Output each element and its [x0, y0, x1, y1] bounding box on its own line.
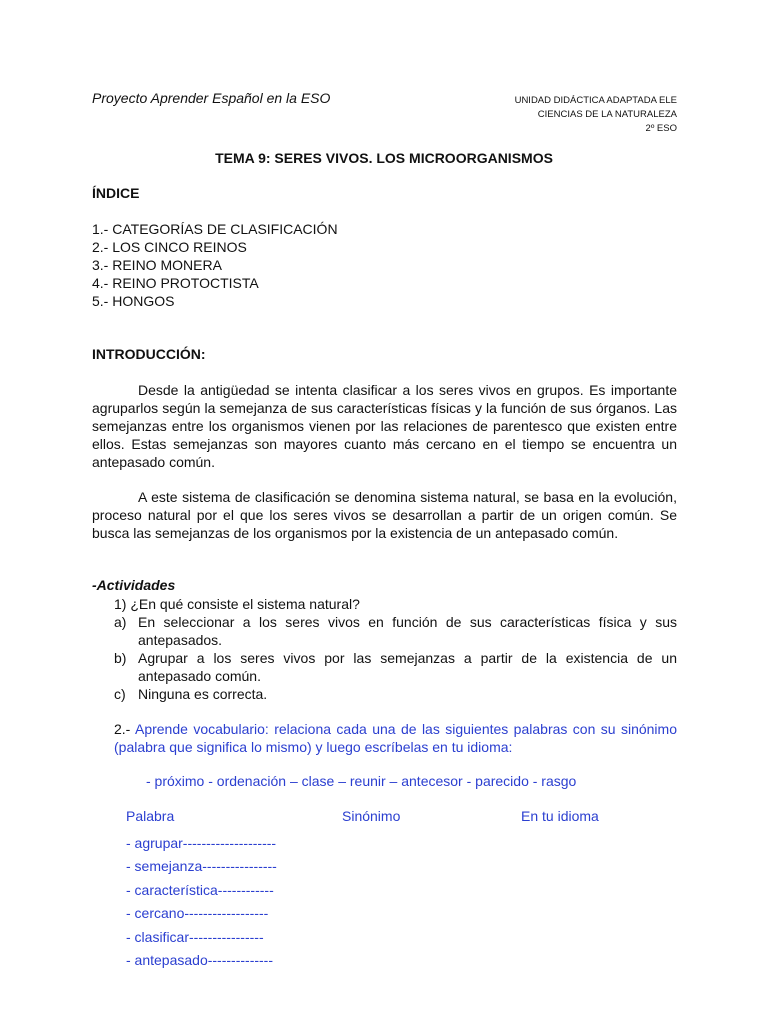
word-item: - antepasado-------------- [126, 952, 273, 969]
index-item: 4.- REINO PROTOCTISTA [92, 275, 259, 291]
word-item: - clasificar---------------- [126, 928, 264, 945]
word-list [126, 832, 277, 972]
activities-heading: -Actividades [92, 577, 176, 593]
vocab-number: 2.- [114, 721, 135, 737]
option-text: Agrupar a los seres vivos por las semejanzas a partir de la existencia de un antepasado común. [138, 650, 677, 684]
word-item: - característica------------ [126, 881, 274, 898]
index-item: 5.- HONGOS [92, 293, 175, 309]
intro-heading: INTRODUCCIÓN: [92, 346, 206, 362]
vocab-instruction-text: Aprende vocabulario: relaciona cada una de las siguientes palabras con su sinónimo (palabra que significa lo mismo) y luego escríbelas en tu idioma: [114, 721, 677, 755]
subject-label: CIENCIAS DE LA NATURALEZA [537, 109, 677, 120]
index-item: 2.- LOS CINCO REINOS [92, 239, 247, 255]
word-item: - agrupar-------------------- [126, 835, 277, 851]
index-list [92, 220, 338, 310]
level-label: 2º ESO [645, 123, 677, 134]
project-name: Proyecto Aprender Español en la ESO [92, 90, 331, 106]
option-letter: b) [114, 650, 127, 666]
answer-options [114, 613, 677, 703]
unit-info [515, 94, 677, 136]
option-letter: c) [114, 686, 126, 702]
question-1: 1) ¿En qué consiste el sistema natural? [114, 596, 360, 612]
word-item: - semejanza---------------- [126, 858, 277, 875]
unit-label: UNIDAD DIDÁCTICA ADAPTADA ELE [514, 95, 677, 106]
synonym-list: - próximo - ordenación – clase – reunir – antecesor - parecido - rasgo [146, 773, 577, 789]
intro-paragraph: A este sistema de clasificación se denomina sistema natural, se basa en la evolución, proceso natural por el que los seres vivos se desarrollan a partir de un origen común. Se busca las semejanzas de los organismos por la existencia de un antepasado común. [92, 489, 677, 541]
column-header-word: Palabra [126, 808, 175, 824]
option-text: Ninguna es correcta. [138, 686, 268, 702]
vocab-instruction [114, 720, 677, 756]
option-text: En seleccionar a los seres vivos en función de sus características física y sus antepasados. [138, 614, 677, 648]
index-heading: ÍNDICE [92, 185, 140, 201]
index-item: 3.- REINO MONERA [92, 257, 222, 273]
page-title: TEMA 9: SERES VIVOS. LOS MICROORGANISMOS [215, 150, 553, 166]
word-item: - cercano------------------ [126, 905, 269, 922]
answer-option [114, 649, 677, 685]
answer-option [114, 613, 677, 649]
intro-paragraph: Desde la antigüedad se intenta clasificar a los seres vivos en grupos. Es importante agruparlos según la semejanza de sus características físicas y la función de sus órganos. Las semejanzas entre los organismos vienen por las relaciones de parentesco que existen entre ellos. Estas semejanzas son mayores cuanto más cercano en el tiempo se encuentra un antepasado común. [92, 382, 677, 470]
column-header-synonym: Sinónimo [342, 808, 401, 824]
answer-option [114, 685, 677, 703]
index-item: 1.- CATEGORÍAS DE CLASIFICACIÓN [92, 221, 338, 237]
column-header-language: En tu idioma [521, 808, 599, 824]
option-letter: a) [114, 614, 127, 630]
